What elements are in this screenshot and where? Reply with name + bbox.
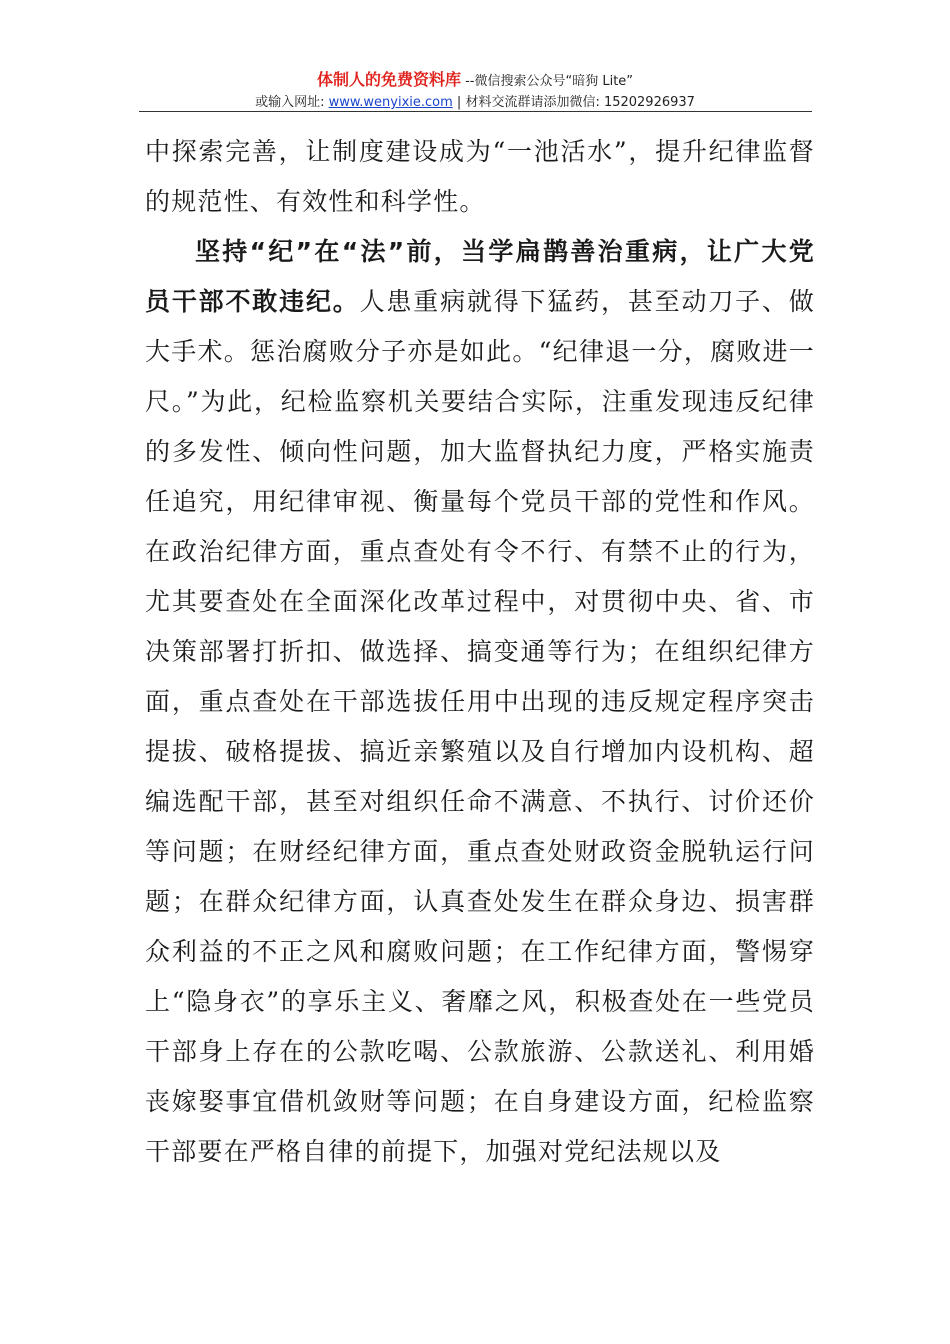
- header-title: 体制人的免费资料库: [316, 70, 461, 89]
- paragraph-body-text: 人患重病就得下猛药，甚至动刀子、做大手术。惩治腐败分子亦是如此。“纪律退一分，腐败进一尺。”为此，纪检监察机关要结合实际，注重发现违反纪律的多发性、倾向性问题，加大监督执纪力度，严格实施责任追究，用纪律审视、衡量每个党员干部的党性和作风。在政治纪律方面，重点查处有令不行、有禁不止的行为，尤其要查处在全面深化改革过程中，对贯彻中央、省、市决策部署打折扣、做选择、搞变通等行为；在组织纪律方面，重点查处在干部选拔任用中出现的违反规定程序突击提拔、破格提拔、搞近亲繁殖以及自行增加内设机构、超编选配干部，甚至对组织任命不满意、不执行、讨价还价等问题；在财经纪律方面，重点查处财政资金脱轨运行问题；在群众纪律方面，认真查处发生在群众身边、损害群众利益的不正之风和腐败问题；在工作纪律方面，警惕穿上“隐身衣”的享乐主义、奢靡之风，积极查处在一些党员干部身上存在的公款吃喝、公款旅游、公款送礼、利用婚丧嫁娶事宜借机敛财等问题；在自身建设方面，纪检监察干部要在严格自律的前提下，加强对党纪法规以及: [145, 287, 816, 1166]
- header-divider: [139, 111, 812, 112]
- paragraph-discipline: [145, 227, 815, 1177]
- document-body: [145, 127, 815, 1177]
- header-url-label: 或输入网址:: [255, 95, 329, 110]
- header-banner: [0, 70, 950, 92]
- header-contact: | 材料交流群请添加微信: 15202926937: [452, 95, 695, 110]
- page-header: [0, 70, 950, 112]
- header-subtitle: --微信搜索公众号“暗狗 Lite”: [460, 74, 634, 89]
- header-url-link[interactable]: www.wenyixie.com: [328, 95, 453, 110]
- paragraph-continuation: 中探索完善，让制度建设成为“一池活水”，提升纪律监督的规范性、有效性和科学性。: [145, 137, 815, 216]
- paragraph-lead-sentence: 坚持“纪”在“法”前，当学扁鹊善治重病，让广大党员干部不敢违纪。: [145, 237, 815, 316]
- header-contact-line: [0, 94, 950, 112]
